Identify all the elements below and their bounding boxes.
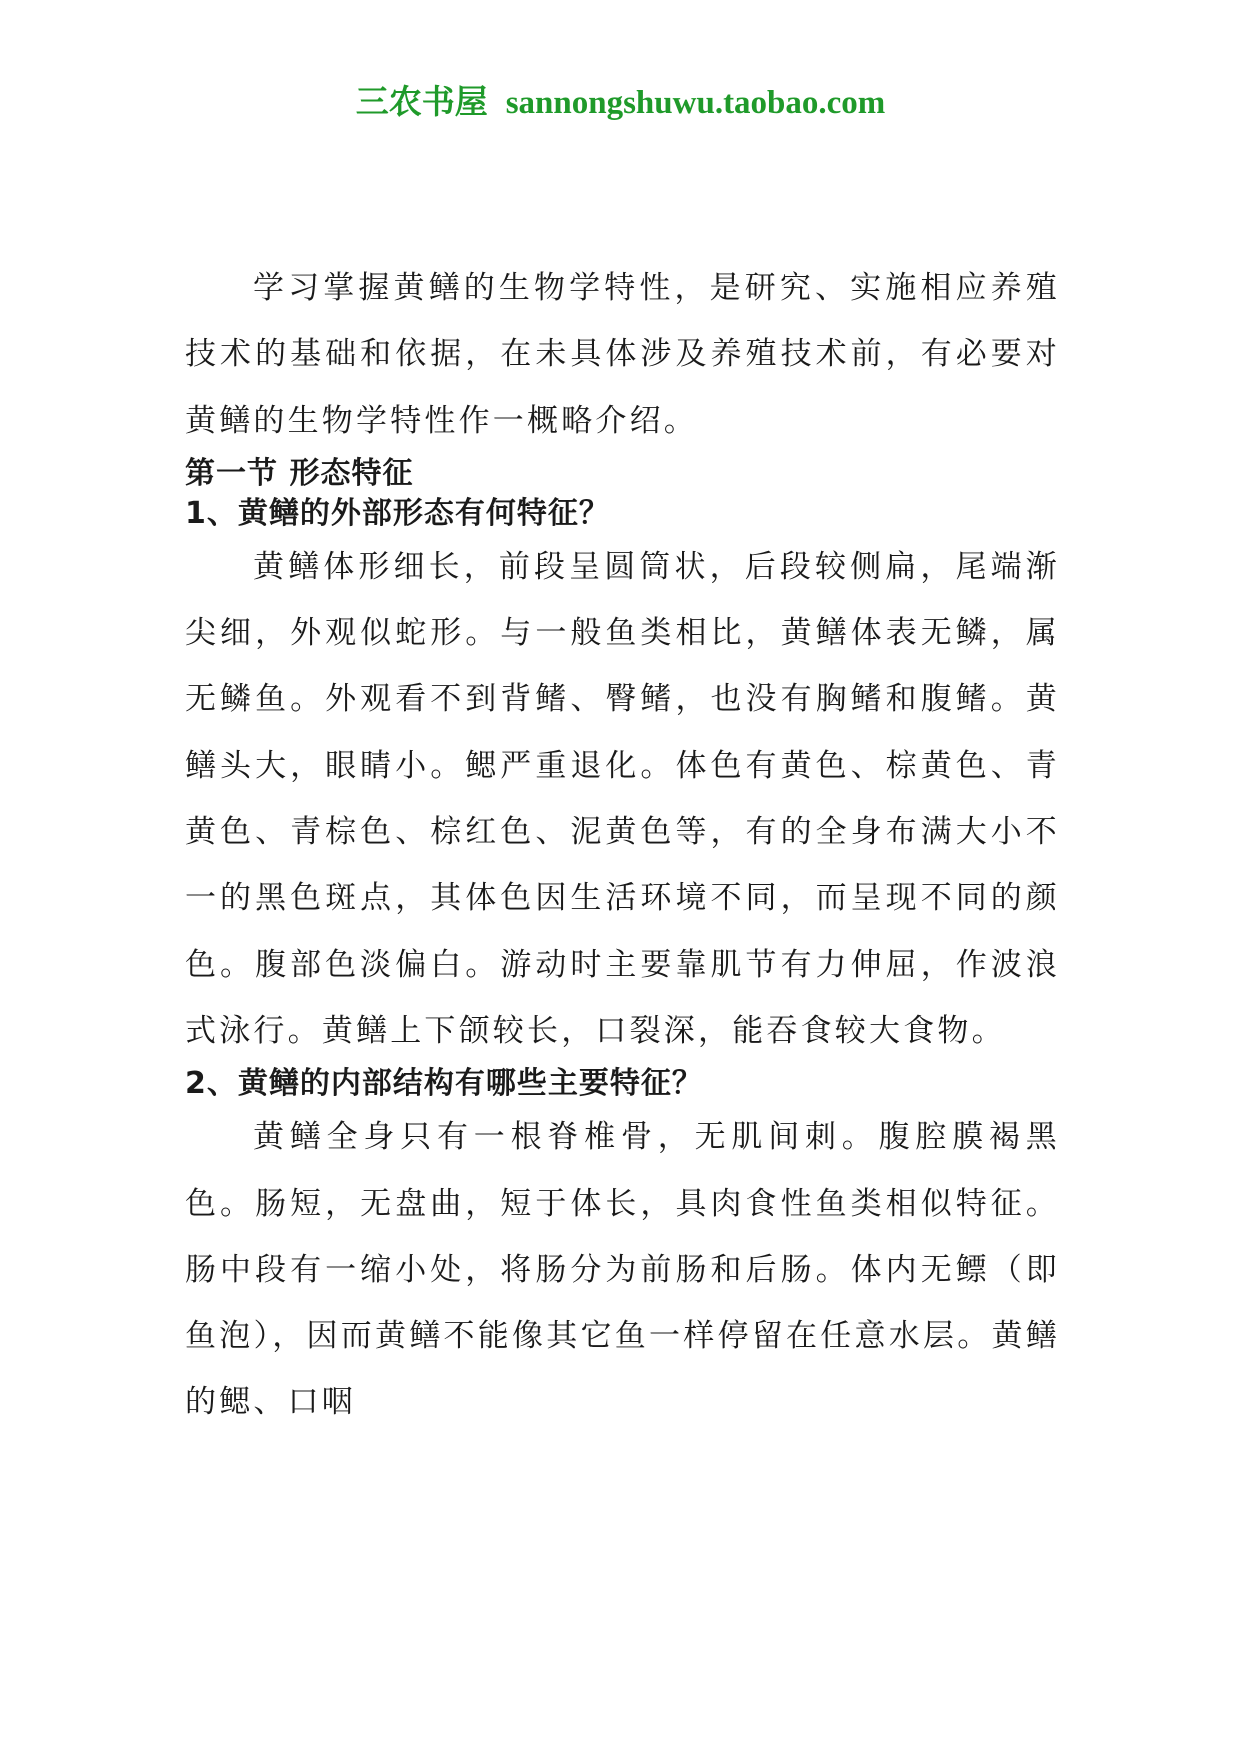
intro-paragraph: 学习掌握黄鳝的生物学特性，是研究、实施相应养殖技术的基础和依据，在未具体涉及养殖技术前，有必要对黄鳝的生物学特性作一概略介绍。	[185, 270, 1060, 439]
question-1-answer: 黄鳝体形细长，前段呈圆筒状，后段较侧扁，尾端渐尖细，外观似蛇形。与一般鱼类相比，黄鳝体表无鳞，属无鳞鱼。外观看不到背鳍、臀鳍，也没有胸鳍和腹鳍。黄鳝头大，眼睛小。鳃严重退化。体色有黄色、棕黄色、青黄色、青棕色、棕红色、泥黄色等，有的全身布满大小不一的黑色斑点，其体色因生活环境不同，而呈现不同的颜色。腹部色淡偏白。游动时主要靠肌节有力伸屈，作波浪式泳行。黄鳝上下颌较长，口裂深，能吞食较大食物。	[185, 548, 1060, 1049]
question-1-title: 1、黄鳝的外部形态有何特征？	[185, 495, 610, 531]
question-2-title: 2、黄鳝的内部结构有哪些主要特征？	[185, 1066, 703, 1102]
document-body	[185, 255, 1060, 1436]
brand-name: 三农书屋	[355, 82, 488, 121]
page-header	[0, 82, 1241, 123]
question-2-answer: 黄鳝全身只有一根脊椎骨，无肌间刺。腹腔膜褐黑色。肠短，无盘曲，短于体长，具肉食性鱼类相似特征。肠中段有一缩小处，将肠分为前肠和后肠。体内无鳔（即鱼泡），因而黄鳝不能像其它鱼一样停留在任意水层。黄鳝的鳃、口咽	[185, 1119, 1060, 1421]
shop-url[interactable]: sannongshuwu.taobao.com	[505, 85, 886, 121]
section-title: 第一节 形态特征	[185, 455, 414, 491]
